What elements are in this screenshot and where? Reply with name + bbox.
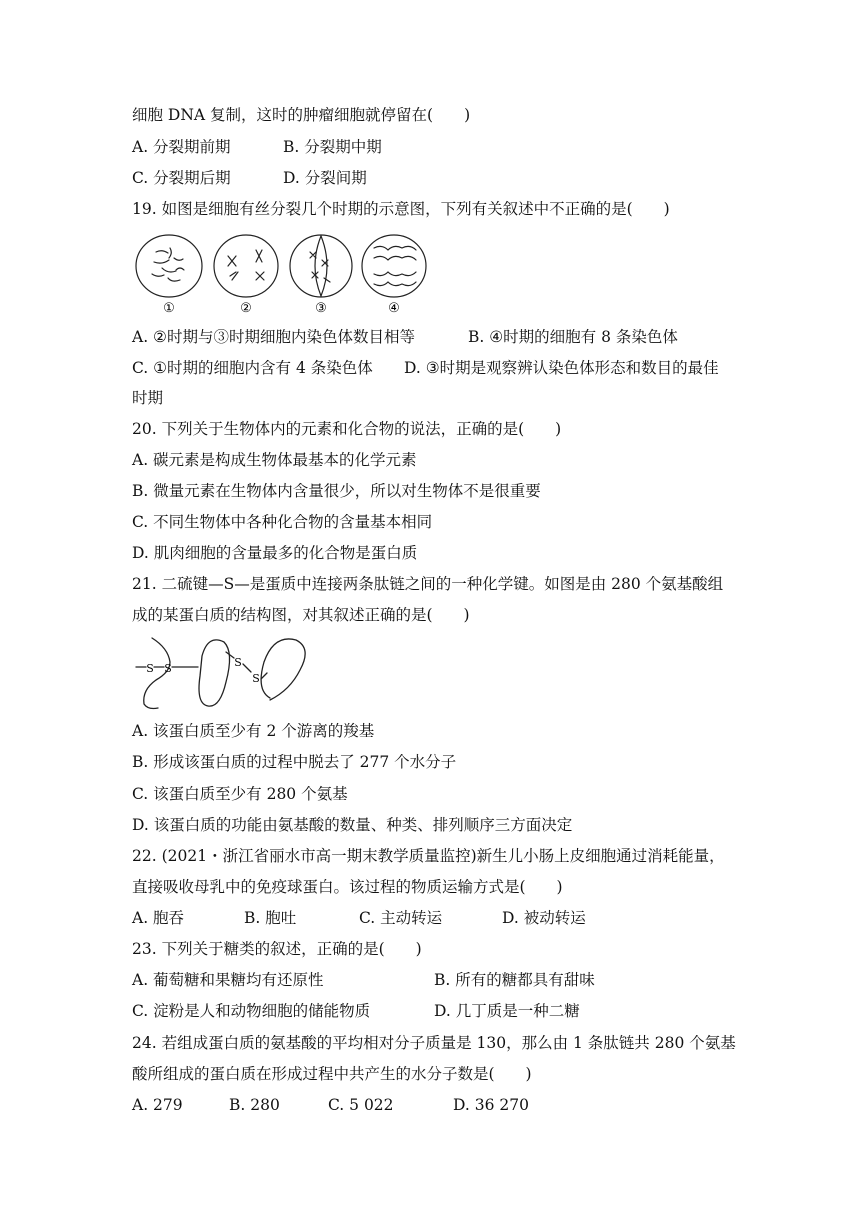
cell-4-label: ④ bbox=[388, 301, 400, 316]
q19-stem: 19. 如图是细胞有丝分裂几个时期的示意图，下列有关叙述中不正确的是( ) bbox=[132, 200, 670, 218]
q22-stem-line1: 22. (2021・浙江省丽水市高一期末教学质量监控)新生儿小肠上皮细胞通过消耗能量， bbox=[132, 847, 725, 865]
q23-option-d: D. 几丁质是一种二糖 bbox=[434, 1002, 580, 1020]
q24-option-b: B. 280 bbox=[229, 1096, 280, 1114]
protein-structure-figure bbox=[132, 634, 322, 714]
q22-option-a: A. 胞吞 bbox=[132, 909, 185, 927]
s-atom-3: S bbox=[234, 656, 242, 669]
mitosis-figure bbox=[132, 232, 442, 318]
q21-option-a: A. 该蛋白质至少有 2 个游离的羧基 bbox=[132, 722, 375, 740]
q24-option-d: D. 36 270 bbox=[453, 1096, 529, 1114]
q19-option-b: B. ④时期的细胞有 8 条染色体 bbox=[468, 328, 678, 346]
cell-2-diagram bbox=[214, 235, 278, 297]
s-atom-4: S bbox=[252, 672, 260, 685]
q19-option-d: D. ③时期是观察辨认染色体形态和数目的最佳 bbox=[404, 359, 719, 377]
q21-option-c: C. 该蛋白质至少有 280 个氨基 bbox=[132, 785, 348, 803]
q20-stem: 20. 下列关于生物体内的元素和化合物的说法，正确的是( ) bbox=[132, 420, 562, 438]
cell-2-label: ② bbox=[240, 301, 252, 316]
q24-option-c: C. 5 022 bbox=[328, 1096, 394, 1114]
s-atom-1: S bbox=[146, 662, 154, 675]
q19-option-a: A. ②时期与③时期细胞内染色体数目相等 bbox=[132, 328, 415, 346]
q22-stem-line2: 直接吸收母乳中的免疫球蛋白。该过程的物质运输方式是( ) bbox=[132, 878, 563, 896]
q21-stem-line2: 成的某蛋白质的结构图，对其叙述正确的是( ) bbox=[132, 606, 470, 624]
q24-stem-line2: 酸所组成的蛋白质在形成过程中共产生的水分子数是( ) bbox=[132, 1065, 532, 1083]
cell-3-label: ③ bbox=[315, 301, 327, 316]
q20-option-b: B. 微量元素在生物体内含量很少，所以对生物体不是很重要 bbox=[132, 482, 541, 500]
q18-option-a: A. 分裂期前期 bbox=[132, 138, 231, 156]
q23-stem: 23. 下列关于糖类的叙述，正确的是( ) bbox=[132, 940, 422, 958]
q18-option-c: C. 分裂期后期 bbox=[132, 169, 231, 187]
q18-option-d: D. 分裂间期 bbox=[283, 169, 367, 187]
s-atom-2: S bbox=[164, 662, 172, 675]
q22-option-b: B. 胞吐 bbox=[244, 909, 297, 927]
q24-option-a: A. 279 bbox=[132, 1096, 183, 1114]
cell-4-diagram bbox=[362, 235, 426, 297]
q18-option-b: B. 分裂期中期 bbox=[283, 138, 382, 156]
cell-1-diagram bbox=[136, 235, 202, 297]
cell-1-label: ① bbox=[163, 301, 175, 316]
q23-option-b: B. 所有的糖都具有甜味 bbox=[434, 971, 595, 989]
q22-option-d: D. 被动转运 bbox=[502, 909, 586, 927]
q18-stem-end: 细胞 DNA 复制，这时的肿瘤细胞就停留在( ) bbox=[132, 106, 471, 124]
q22-option-c: C. 主动转运 bbox=[359, 909, 443, 927]
q20-option-d: D. 肌肉细胞的含量最多的化合物是蛋白质 bbox=[132, 544, 418, 562]
cell-3-diagram bbox=[290, 235, 352, 297]
q23-option-c: C. 淀粉是人和动物细胞的储能物质 bbox=[132, 1002, 371, 1020]
q21-option-d: D. 该蛋白质的功能由氨基酸的数量、种类、排列顺序三方面决定 bbox=[132, 816, 573, 834]
q19-option-d-cont: 时期 bbox=[132, 389, 164, 407]
q21-stem-line1: 21. 二硫键—S—是蛋质中连接两条肽链之间的一种化学键。如图是由 280 个氨基酸组 bbox=[132, 575, 724, 593]
q20-option-a: A. 碳元素是构成生物体最基本的化学元素 bbox=[132, 451, 417, 469]
q19-option-c: C. ①时期的细胞内含有 4 条染色体 bbox=[132, 359, 373, 377]
q24-stem-line1: 24. 若组成蛋白质的氨基酸的平均相对分子质量是 130，那么由 1 条肽链共 280 个氨基 bbox=[132, 1034, 736, 1052]
q20-option-c: C. 不同生物体中各种化合物的含量基本相同 bbox=[132, 513, 433, 531]
q23-option-a: A. 葡萄糖和果糖均有还原性 bbox=[132, 971, 324, 989]
q21-option-b: B. 形成该蛋白质的过程中脱去了 277 个水分子 bbox=[132, 753, 457, 771]
